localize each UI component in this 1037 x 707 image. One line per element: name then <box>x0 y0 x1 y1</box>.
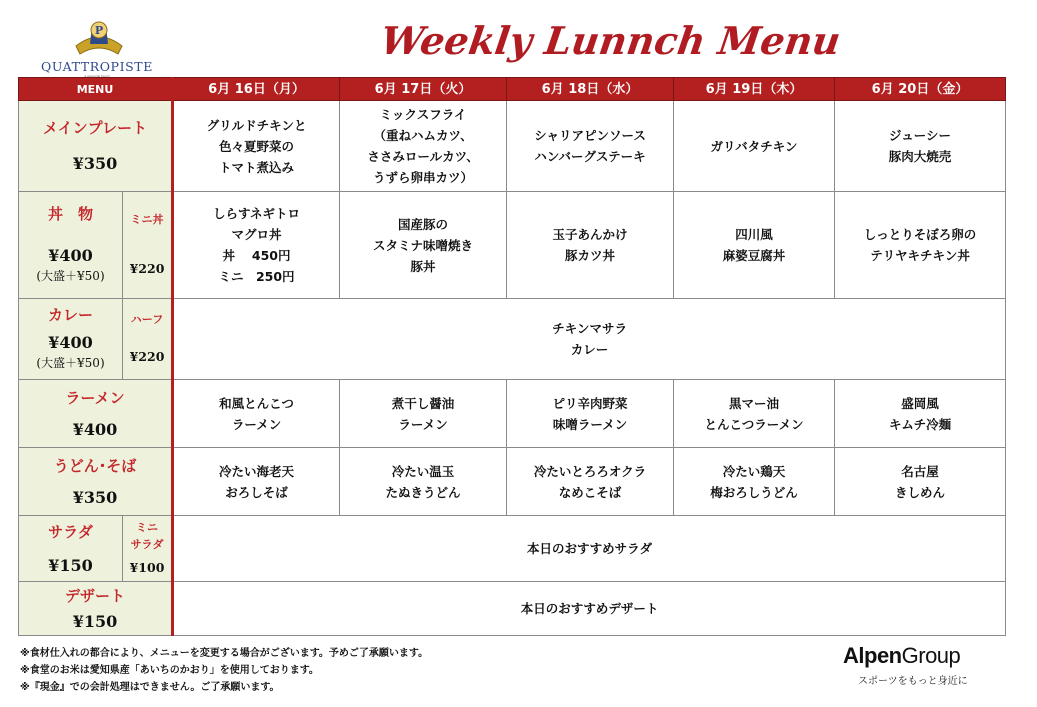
category-mini-salad <box>123 516 173 582</box>
menu-item: 四川風 麻婆豆腐丼 <box>722 227 786 263</box>
svg-text:P: P <box>94 24 104 37</box>
category-price: ¥400 <box>72 419 118 439</box>
row-salad <box>19 516 1006 582</box>
category-ramen <box>19 380 173 448</box>
category-name: カレー <box>47 305 93 324</box>
category-name: メインプレート <box>42 119 148 137</box>
row-curry <box>19 299 1006 380</box>
category-price: ¥150 <box>48 555 93 575</box>
menu-item: チキンマサラ カレー <box>552 321 627 357</box>
row-ramen <box>19 380 1006 448</box>
category-note: (大盛＋¥50) <box>36 355 105 370</box>
quattropiste-logo <box>22 14 172 78</box>
sub-category-name: ミニ丼 <box>130 213 164 226</box>
alpen-group-logo <box>843 643 960 669</box>
note-line: ※食堂のお米は愛知県産「あいちのかおり」を使用しております。 <box>20 665 319 676</box>
menu-item: しらすネギトロ マグロ丼 丼 450円 ミニ 250円 <box>213 206 301 284</box>
sub-category-price: ¥100 <box>129 560 165 575</box>
day-header: 6月 19日（木） <box>674 78 835 101</box>
day-header: 6月 20日（金） <box>835 78 1006 101</box>
row-dessert <box>19 582 1006 636</box>
brand-tagline: スポーツをもっと身近に <box>858 676 968 687</box>
day-header: 6月 18日（水） <box>507 78 674 101</box>
page-title: Weekly Lunnch Menu <box>377 18 844 63</box>
row-udon-soba <box>19 448 1006 516</box>
category-note: (大盛＋¥50) <box>36 268 105 283</box>
category-dessert <box>19 582 173 636</box>
category-don <box>19 192 123 299</box>
row-main-plate <box>19 101 1006 192</box>
menu-item: 国産豚の スタミナ味噌焼き 豚丼 <box>373 216 474 274</box>
menu-item: 黒マー油 とんこつラーメン <box>704 395 804 432</box>
menu-item: 本日のおすすめサラダ <box>527 541 653 556</box>
sub-category-name: ハーフ <box>130 313 164 326</box>
category-name: 丼 物 <box>47 204 93 223</box>
menu-item: しっとりそぼろ卵の テリヤキチキン丼 <box>863 227 977 263</box>
weekly-menu-table <box>18 77 1006 636</box>
header-row <box>19 78 1006 101</box>
brand-group: Group <box>901 643 961 668</box>
note-line: ※『現金』での会計処理はできません。ご了承願います。 <box>20 682 280 693</box>
logo-subtitle: a personal touch <box>84 74 110 78</box>
menu-item: 冷たいとろろオクラ なめこそば <box>533 463 647 500</box>
category-price: ¥400 <box>48 332 93 352</box>
menu-item: 和風とんこつ ラーメン <box>219 395 294 432</box>
category-salad <box>19 516 123 582</box>
category-main-plate <box>19 101 173 192</box>
menu-item: 盛岡風 キムチ冷麺 <box>888 395 952 432</box>
logo-name: QUATTROPISTE <box>41 59 153 74</box>
day-header: 6月 17日（火） <box>340 78 507 101</box>
menu-item: 冷たい海老天 おろしそば <box>219 463 295 500</box>
day-header: 6月 16日（月） <box>173 78 340 101</box>
sub-category-price: ¥220 <box>129 349 165 364</box>
menu-item: 煮干し醤油 ラーメン <box>391 395 455 432</box>
menu-item: 名古屋 きしめん <box>895 463 946 500</box>
note-line: ※食材仕入れの都合により、メニューを変更する場合がございます。予めご了承願います。 <box>20 648 429 659</box>
category-curry <box>19 299 123 380</box>
category-price: ¥150 <box>72 611 118 631</box>
footer-notes <box>20 645 428 696</box>
menu-item: ピリ辛肉野菜 味噌ラーメン <box>552 395 628 432</box>
menu-item: グリルドチキンと 色々夏野菜の トマト煮込み <box>206 117 307 175</box>
sub-category-name: ミニ サラダ <box>130 521 164 551</box>
category-price: ¥350 <box>72 154 118 173</box>
row-don <box>19 192 1006 299</box>
menu-item: 冷たい鶏天 梅おろしうどん <box>710 463 798 500</box>
category-price: ¥400 <box>48 245 93 265</box>
menu-item: ミックスフライ （重ねハムカツ、 ささみロールカツ、 うずら卵串カツ） <box>367 107 479 185</box>
menu-item: ガリバタチキン <box>710 138 798 154</box>
category-half-curry <box>123 299 173 380</box>
brand-alpen: Alpen <box>843 643 902 668</box>
menu-item: 玉子あんかけ 豚カツ丼 <box>552 227 628 263</box>
menu-item: 本日のおすすめデザート <box>520 601 659 616</box>
menu-item: ジューシー 豚肉大焼売 <box>888 128 952 164</box>
menu-header: MENU <box>19 78 173 101</box>
crown-emblem-icon <box>72 14 126 60</box>
category-name: うどん･そば <box>53 456 137 475</box>
category-name: ラーメン <box>65 388 125 407</box>
category-mini-don <box>123 192 173 299</box>
menu-item: 冷たい温玉 たぬきうどん <box>385 463 461 500</box>
sub-category-price: ¥220 <box>129 261 165 276</box>
category-name: サラダ <box>48 522 93 541</box>
category-udon-soba <box>19 448 173 516</box>
menu-item: シャリアピンソース ハンバーグステーキ <box>534 128 646 164</box>
category-price: ¥350 <box>72 487 118 507</box>
category-name: デザート <box>65 586 126 605</box>
